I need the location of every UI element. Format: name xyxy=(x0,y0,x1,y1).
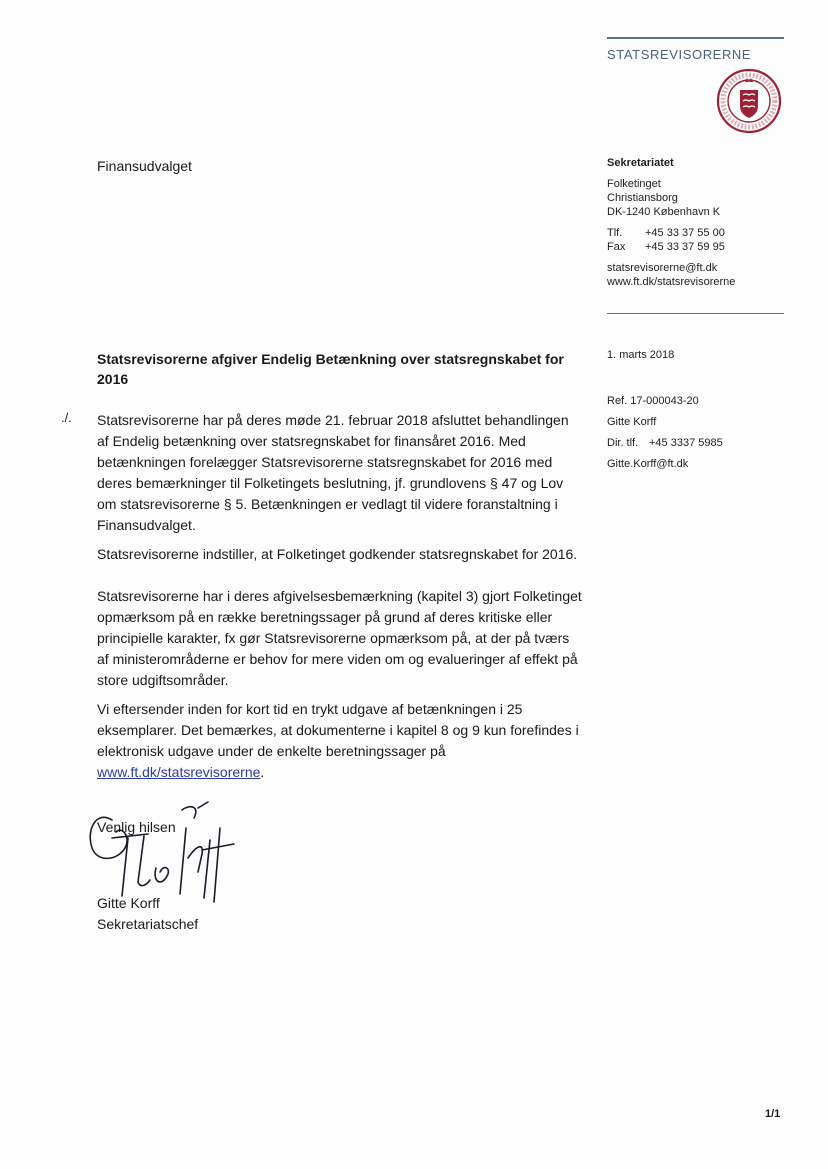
fax-line xyxy=(607,240,725,254)
address-line: Christiansborg xyxy=(607,192,678,204)
sidebar-phone-block xyxy=(607,226,725,254)
website-link[interactable]: www.ft.dk/statsrevisorerne xyxy=(607,276,736,288)
paragraph-text: Vi eftersender inden for kort tid en trykt udgave af betænkningen i 25 eksemplarer. Det bemærkes, at dokumenterne i kapitel 8 og 9 kun forefindes i elektronisk udgave under de enkelte beretningssager på xyxy=(97,701,579,759)
phone-label: Tlf. xyxy=(607,227,623,239)
sidebar-heading: Sekretariatet xyxy=(607,157,674,169)
signatory-name: Gitte Korff xyxy=(97,895,160,911)
address-line: DK-1240 København K xyxy=(607,206,721,218)
letter-date: 1. marts 2018 xyxy=(607,349,675,361)
contact-name: Gitte Korff xyxy=(607,416,657,428)
folketinget-seal-icon xyxy=(716,68,782,134)
enclosure-mark: ./. xyxy=(61,410,72,425)
website-link[interactable]: www.ft.dk/statsrevisorerne xyxy=(97,764,261,780)
direct-phone-label: Dir. tlf. xyxy=(607,437,639,449)
brand-rule xyxy=(607,37,784,39)
body-paragraph: Statsrevisorerne indstiller, at Folketinget godkender statsregnskabet for 2016. xyxy=(97,546,578,562)
address-line: Folketinget xyxy=(607,178,661,190)
reference-block xyxy=(607,391,723,475)
sidebar-address xyxy=(607,177,720,219)
fax-value: +45 33 37 59 95 xyxy=(645,241,725,253)
body-paragraph: Statsrevisorerne har på deres møde 21. februar 2018 afsluttet behandlingen af Endelig betænkning over statsregnskabet for finansåret 2016. Med betænkningen forelægger Statsrevisorerne statsregnskabet for 2016 med deres bemærkninger til Folketingets beslutning, jf. grundlovens § 47 og Lov om statsrevisorerne § 5. Betænkningen er vedlagt til videre foranstaltning i Finansudvalget. xyxy=(97,412,569,533)
body-paragraph: Statsrevisorerne har i deres afgivelsesbemærkning (kapitel 3) gjort Folketinget opmærksom på en række beretningssager på grund af deres kritiske eller principielle karakter, fx gør Statsrevisorerne opmærksom på, at der på tværs af ministerområderne er behov for mere viden om og evalueringer af effekt på store udgiftsområder. xyxy=(97,588,582,688)
direct-phone-value: +45 3337 5985 xyxy=(649,437,723,449)
sidebar-divider xyxy=(607,313,784,314)
body-paragraph xyxy=(97,699,582,783)
contact-email-link[interactable]: Gitte.Korff@ft.dk xyxy=(607,458,689,470)
direct-phone-line xyxy=(607,433,723,454)
email-link[interactable]: statsrevisorerne@ft.dk xyxy=(607,262,718,274)
recipient: Finansudvalget xyxy=(97,158,192,174)
letter-subject: Statsrevisorerne afgiver Endelig Betænkning over statsregnskabet for 2016 xyxy=(97,351,564,387)
paragraph-end: . xyxy=(260,764,265,780)
page-number: 1/1 xyxy=(765,1108,781,1120)
organization-name: STATSREVISORERNE xyxy=(607,47,752,62)
signatory-title: Sekretariatschef xyxy=(97,916,199,932)
reference-number: Ref. 17-000043-20 xyxy=(607,395,699,407)
sidebar-web-block xyxy=(607,261,735,289)
closing-greeting: Venlig hilsen xyxy=(97,819,176,835)
fax-label: Fax xyxy=(607,241,626,253)
phone-value: +45 33 37 55 00 xyxy=(645,227,725,239)
phone-line xyxy=(607,226,725,240)
